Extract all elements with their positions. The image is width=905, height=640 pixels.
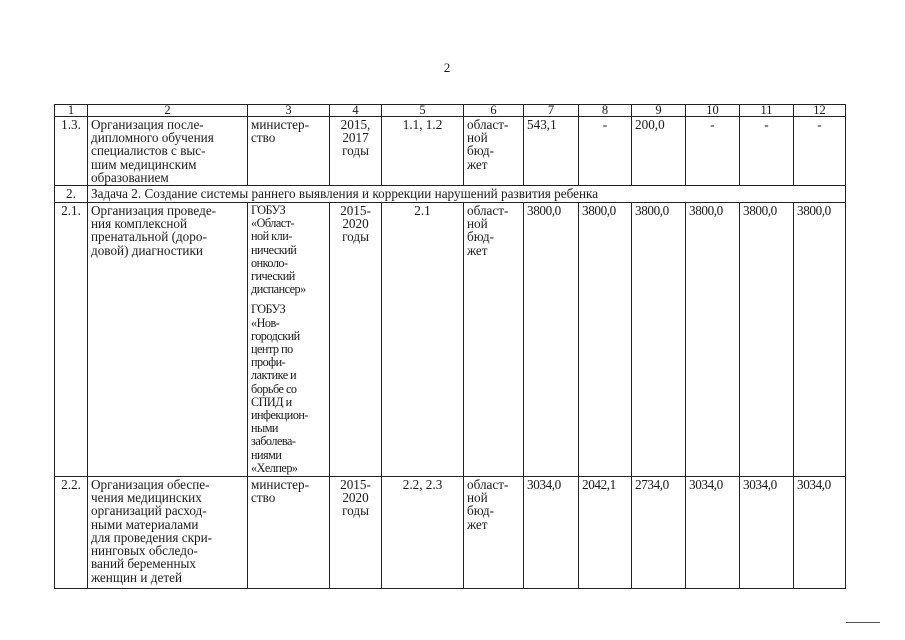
column-number-row xyxy=(55,105,846,117)
period xyxy=(330,477,382,589)
text-line: пренатальной (доро- xyxy=(91,229,207,245)
text-line: годы xyxy=(342,503,369,519)
column-number: 10 xyxy=(686,105,740,117)
period xyxy=(330,203,382,477)
column-number: 12 xyxy=(794,105,846,117)
text-line: жет xyxy=(467,156,488,172)
funding-source xyxy=(464,203,524,477)
task-number: 2. xyxy=(55,186,88,203)
text-line: ной xyxy=(467,130,488,146)
amount-2018: - xyxy=(686,117,740,186)
activity-name xyxy=(88,203,248,477)
text-line: министер- xyxy=(251,477,309,493)
column-number: 1 xyxy=(55,105,88,117)
amount-2015: 543,1 xyxy=(524,117,579,186)
indicator-ref: 2.2, 2.3 xyxy=(382,477,464,589)
indicator-ref: 2.1 xyxy=(382,203,464,477)
text-line: годы xyxy=(342,229,369,245)
text-line: ГОБУЗ xyxy=(251,302,286,317)
amount-2017: 2734,0 xyxy=(632,477,686,589)
text-line: годы xyxy=(342,143,369,159)
table-row-1-3 xyxy=(55,117,846,186)
amount-2020: - xyxy=(794,117,846,186)
text-line: ство xyxy=(251,490,276,506)
text-line: ными xyxy=(251,421,278,436)
page-number: 2 xyxy=(443,60,451,75)
executor xyxy=(248,117,330,186)
text-line: профи- xyxy=(251,355,286,370)
amount-2016: 3800,0 xyxy=(579,203,632,477)
text-line: 2020 xyxy=(342,216,369,232)
period xyxy=(330,117,382,186)
row-number: 1.3. xyxy=(55,117,88,186)
text-line: городский xyxy=(251,328,300,343)
text-line: специалистов с выс- xyxy=(91,143,206,159)
amount-2018: 3800,0 xyxy=(686,203,740,477)
executor-org-aids-center xyxy=(251,303,326,475)
text-line: област- xyxy=(467,117,509,132)
executor-org-oncology xyxy=(251,204,326,296)
text-line: онколо- xyxy=(251,255,288,270)
text-line: «Хелпер» xyxy=(251,460,298,475)
text-line: 2020 xyxy=(342,490,369,506)
text-line: 2017 xyxy=(342,130,369,146)
amount-2016: - xyxy=(579,117,632,186)
text-line: чения медицинских xyxy=(91,490,202,506)
text-line: СПИД и xyxy=(251,394,292,409)
text-line: Организация обеспе- xyxy=(91,477,210,493)
amount-2015: 3034,0 xyxy=(524,477,579,589)
task-row xyxy=(55,186,846,203)
text-line: женщин и детей xyxy=(91,569,183,585)
text-line: «Нов- xyxy=(251,315,280,330)
amount-2017: 3800,0 xyxy=(632,203,686,477)
row-number: 2.1. xyxy=(55,203,88,477)
text-line: област- xyxy=(467,477,509,493)
text-line: борьбе со xyxy=(251,381,297,396)
text-line: ния комплексной xyxy=(91,216,188,232)
column-number: 9 xyxy=(632,105,686,117)
text-line: бюд- xyxy=(467,143,494,159)
indicator-ref: 1.1, 1.2 xyxy=(382,117,464,186)
amount-2020: 3800,0 xyxy=(794,203,846,477)
text-line: ной xyxy=(467,490,488,506)
text-line: заболева- xyxy=(251,434,296,449)
text-line: ной xyxy=(467,216,488,232)
text-line: Организация проведе- xyxy=(91,203,217,219)
text-line: «Област- xyxy=(251,216,295,231)
text-line: ными материалами xyxy=(91,516,199,532)
text-line: бюд- xyxy=(467,229,494,245)
executor xyxy=(248,477,330,589)
executor xyxy=(248,203,330,477)
text-line: министер- xyxy=(251,117,309,132)
amount-2018: 3034,0 xyxy=(686,477,740,589)
text-line: образованием xyxy=(91,169,169,185)
text-line: лактике и xyxy=(251,368,297,383)
text-line: довой) диагностики xyxy=(91,242,203,258)
column-number: 2 xyxy=(88,105,248,117)
text-line: гический xyxy=(251,269,295,284)
text-line: ГОБУЗ xyxy=(251,203,286,218)
text-line: 2015- xyxy=(340,477,371,493)
text-line: 2015- xyxy=(340,203,371,219)
text-line: жет xyxy=(467,516,488,532)
funding-source xyxy=(464,117,524,186)
funding-source xyxy=(464,477,524,589)
text-line: организаций расход- xyxy=(91,503,207,519)
table-row-2-2 xyxy=(55,477,846,589)
column-number: 7 xyxy=(524,105,579,117)
text-line: ваний беременных xyxy=(91,556,196,572)
task-title: Задача 2. Создание системы раннего выявления и коррекции нарушений развития ребенка xyxy=(88,186,846,203)
text-line: шим медицинским xyxy=(91,156,197,172)
column-number: 11 xyxy=(740,105,794,117)
amount-2017: 200,0 xyxy=(632,117,686,186)
row-number: 2.2. xyxy=(55,477,88,589)
text-line: ниями xyxy=(251,447,282,462)
amount-2019: 3800,0 xyxy=(740,203,794,477)
column-number: 3 xyxy=(248,105,330,117)
page-edge-line xyxy=(846,622,880,623)
amount-2016: 2042,1 xyxy=(579,477,632,589)
text-line: Организация после- xyxy=(91,117,204,132)
text-line: инфекцион- xyxy=(251,408,308,423)
text-line: центр по xyxy=(251,342,293,357)
amount-2019: - xyxy=(740,117,794,186)
text-line: нический xyxy=(251,242,297,257)
text-line: ной кли- xyxy=(251,229,292,244)
program-activities-table xyxy=(54,104,846,589)
column-number: 8 xyxy=(579,105,632,117)
text-line: диспансер» xyxy=(251,282,306,297)
text-line: област- xyxy=(467,203,509,219)
amount-2020: 3034,0 xyxy=(794,477,846,589)
amount-2019: 3034,0 xyxy=(740,477,794,589)
text-line: 2015, xyxy=(340,117,371,132)
activity-name xyxy=(88,117,248,186)
table-row-2-1 xyxy=(55,203,846,477)
amount-2015: 3800,0 xyxy=(524,203,579,477)
text-line: для проведения скри- xyxy=(91,529,213,545)
column-number: 5 xyxy=(382,105,464,117)
text-line: дипломного обучения xyxy=(91,130,214,146)
text-line: нинговых обследо- xyxy=(91,543,198,559)
column-number: 6 xyxy=(464,105,524,117)
text-line: бюд- xyxy=(467,503,494,519)
text-line: жет xyxy=(467,242,488,258)
text-line: ство xyxy=(251,130,276,146)
column-number: 4 xyxy=(330,105,382,117)
activity-name xyxy=(88,477,248,589)
